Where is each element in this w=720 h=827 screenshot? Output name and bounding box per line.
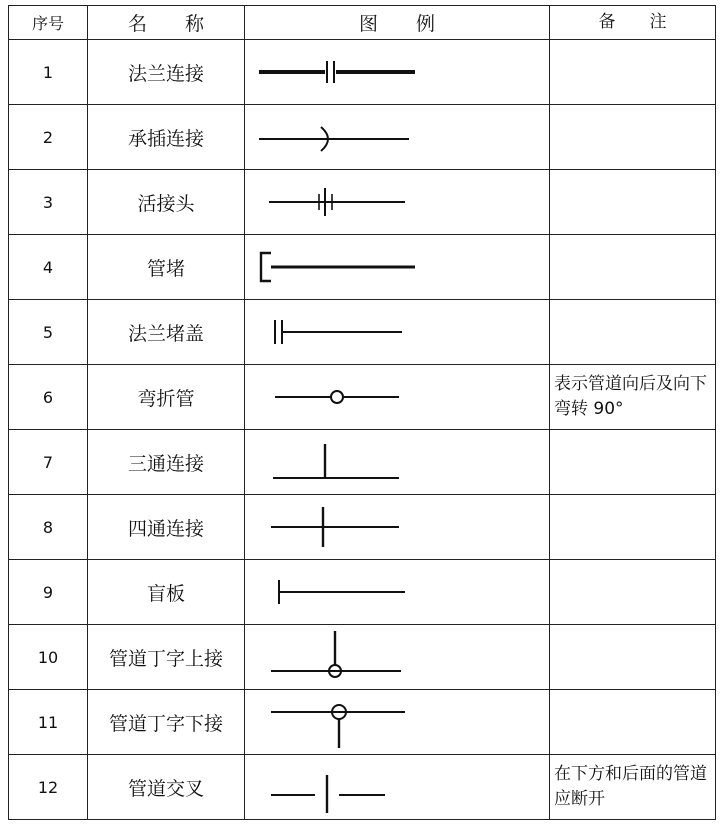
row-number: 11: [9, 690, 88, 755]
row-name: 四通连接: [88, 495, 245, 560]
union-joint-symbol: [245, 170, 550, 235]
header-row: [9, 6, 716, 40]
row-note: [550, 105, 716, 170]
table-row: [9, 105, 716, 170]
row-number: 2: [9, 105, 88, 170]
row-number: 7: [9, 430, 88, 495]
row-number: 10: [9, 625, 88, 690]
row-number: 4: [9, 235, 88, 300]
header-note: 备 注: [550, 6, 716, 40]
header-name: 名 称: [88, 6, 245, 40]
tee-up-symbol: [245, 625, 550, 690]
row-name: 盲板: [88, 560, 245, 625]
tee-down-symbol: [245, 690, 550, 755]
row-name: 管堵: [88, 235, 245, 300]
row-note: [550, 300, 716, 365]
row-note: 表示管道向后及向下弯转 90°: [550, 365, 716, 430]
row-name: 管道丁字下接: [88, 690, 245, 755]
table-row: [9, 755, 716, 820]
row-name: 承插连接: [88, 105, 245, 170]
row-number: 12: [9, 755, 88, 820]
row-note: [550, 690, 716, 755]
row-name: 三通连接: [88, 430, 245, 495]
flange-connection-symbol: [245, 40, 550, 105]
row-number: 6: [9, 365, 88, 430]
row-number: 5: [9, 300, 88, 365]
table-row: [9, 495, 716, 560]
row-number: 3: [9, 170, 88, 235]
row-note: [550, 625, 716, 690]
row-note: [550, 495, 716, 560]
row-number: 9: [9, 560, 88, 625]
table-row: [9, 40, 716, 105]
header-no: 序号: [9, 6, 88, 40]
pipe-symbol-table: [8, 5, 716, 820]
row-name: 法兰堵盖: [88, 300, 245, 365]
row-note: [550, 430, 716, 495]
table-row: [9, 430, 716, 495]
table-row: [9, 170, 716, 235]
tee-connection-symbol: [245, 430, 550, 495]
row-name: 活接头: [88, 170, 245, 235]
socket-connection-symbol: [245, 105, 550, 170]
flange-cap-symbol: [245, 300, 550, 365]
pipe-plug-symbol: [245, 235, 550, 300]
row-note: [550, 560, 716, 625]
pipe-crossing-symbol: [245, 755, 550, 820]
row-note: [550, 170, 716, 235]
row-note: [550, 40, 716, 105]
table-row: [9, 235, 716, 300]
row-note: [550, 235, 716, 300]
table-row: [9, 365, 716, 430]
row-name: 管道交叉: [88, 755, 245, 820]
table-row: [9, 560, 716, 625]
row-name: 弯折管: [88, 365, 245, 430]
row-number: 8: [9, 495, 88, 560]
blind-plate-symbol: [245, 560, 550, 625]
table-row: [9, 625, 716, 690]
table-row: [9, 300, 716, 365]
header-symbol: 图 例: [245, 6, 550, 40]
cross-connection-symbol: [245, 495, 550, 560]
row-number: 1: [9, 40, 88, 105]
table-row: [9, 690, 716, 755]
row-name: 法兰连接: [88, 40, 245, 105]
bent-pipe-symbol: [245, 365, 550, 430]
row-note: 在下方和后面的管道应断开: [550, 755, 716, 820]
row-name: 管道丁字上接: [88, 625, 245, 690]
